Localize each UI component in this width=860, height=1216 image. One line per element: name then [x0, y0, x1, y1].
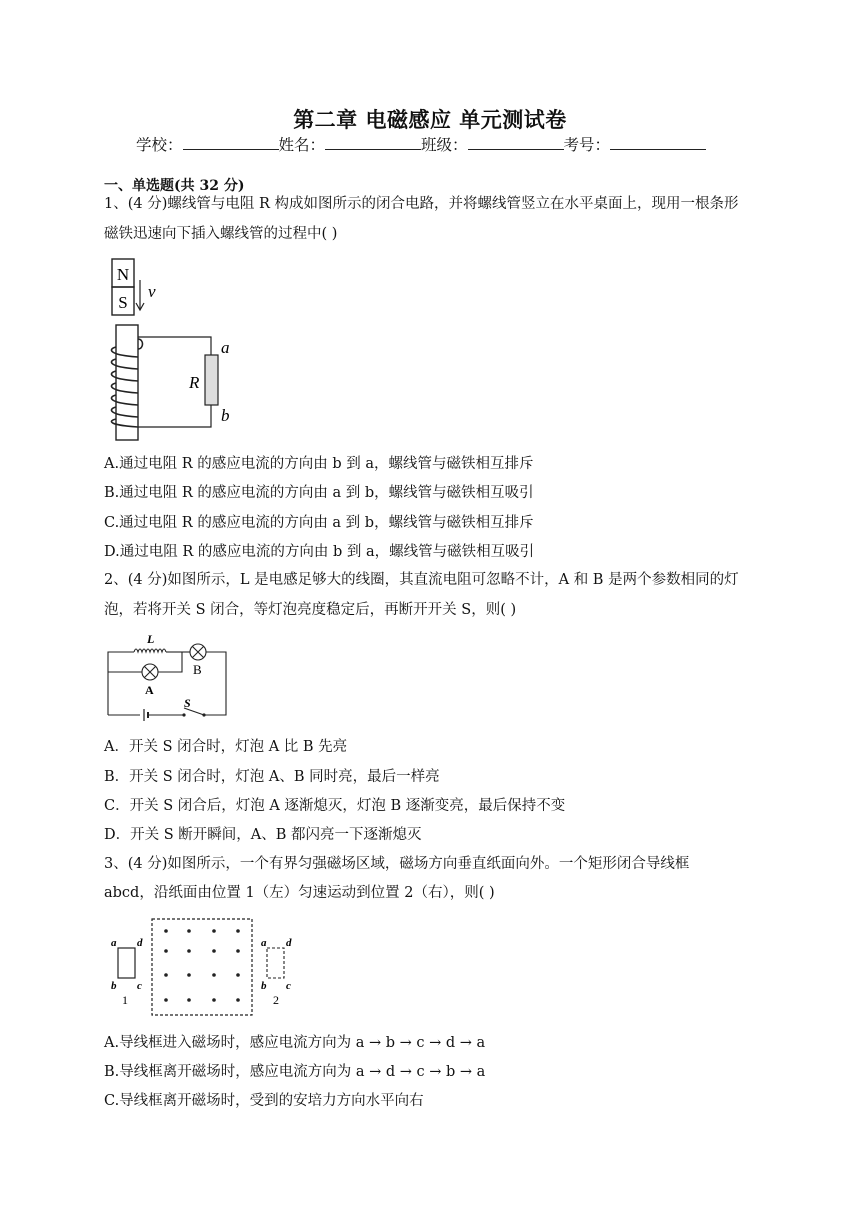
- corner-b-1: b: [111, 980, 117, 992]
- field-dot: [187, 973, 191, 977]
- corner-b-2: b: [261, 980, 267, 992]
- q1-option-a[interactable]: A.通过电阻 R 的感应电流的方向由 b 到 a，螺线管与磁铁相互排斥: [104, 456, 534, 472]
- q3-option-a[interactable]: A.导线框进入磁场时，感应电流方向为 a → b → c → d → a: [104, 1035, 486, 1051]
- position-1-label: 1: [122, 993, 128, 1007]
- q2-option-d[interactable]: D．开关 S 断开瞬间，A、B 都闪亮一下逐渐熄灭: [104, 827, 422, 843]
- name-blank[interactable]: [325, 135, 421, 150]
- class-label: 班级：: [421, 136, 468, 154]
- q2-option-c[interactable]: C．开关 S 闭合后，灯泡 A 逐渐熄灭，灯泡 B 逐渐变亮，最后保持不变: [104, 798, 566, 814]
- q3-option-c[interactable]: C.导线框离开磁场时，受到的安培力方向水平向右: [104, 1093, 424, 1109]
- q1-stem-line1: 1、(4 分)螺线管与电阻 R 构成如图所示的闭合电路，并将螺线管竖立在水平桌面上，现用一根条形: [104, 196, 739, 212]
- q1-solenoid-figure: [104, 255, 244, 445]
- corner-c-2: c: [286, 980, 291, 992]
- velocity-label: v: [148, 282, 156, 301]
- field-dot: [187, 998, 191, 1002]
- field-dot: [164, 929, 168, 933]
- section-heading: 一、单选题(共 32 分): [104, 178, 245, 194]
- field-dot: [212, 929, 216, 933]
- corner-d-1: d: [137, 937, 143, 949]
- q1-option-b[interactable]: B.通过电阻 R 的感应电流的方向由 a 到 b，螺线管与磁铁相互吸引: [104, 485, 534, 501]
- end-b-label: b: [221, 406, 230, 425]
- corner-a-1: a: [111, 937, 117, 949]
- magnet-s-label: S: [118, 293, 128, 312]
- wire-bottom: [138, 405, 211, 427]
- school-label: 学校：: [136, 136, 183, 154]
- q3-option-b[interactable]: B.导线框离开磁场时，感应电流方向为 a → d → c → b → a: [104, 1064, 486, 1080]
- field-dot: [236, 998, 240, 1002]
- solenoid-core: [116, 325, 138, 440]
- q1-option-d[interactable]: D.通过电阻 R 的感应电流的方向由 b 到 a，螺线管与磁铁相互吸引: [104, 544, 535, 560]
- q2-circuit-figure: [104, 630, 234, 722]
- corner-d-2: d: [286, 937, 292, 949]
- q3-magnetic-field-figure: [104, 915, 304, 1020]
- right-wire: [204, 652, 226, 715]
- end-a-label: a: [221, 338, 230, 357]
- field-dot: [164, 973, 168, 977]
- switch-label: S: [184, 696, 191, 710]
- exam-number-blank[interactable]: [610, 135, 706, 150]
- q2-stem-line1: 2、(4 分)如图所示，L 是电感足够大的线圈，其直流电阻可忽略不计，A 和 B 是两个参数相同的灯: [104, 572, 739, 588]
- q1-stem-line2: 磁铁迅速向下插入螺线管的过程中( ): [104, 226, 338, 242]
- magnet-n-label: N: [116, 265, 130, 284]
- position-2-label: 2: [273, 993, 279, 1007]
- q1-option-c[interactable]: C.通过电阻 R 的感应电流的方向由 a 到 b，螺线管与磁铁相互排斥: [104, 515, 534, 531]
- frame-position-2: [267, 948, 284, 978]
- name-label: 姓名：: [278, 136, 326, 154]
- resistor-label: R: [189, 373, 200, 392]
- field-dot: [212, 949, 216, 953]
- wire-top: [138, 337, 211, 355]
- class-blank[interactable]: [468, 135, 564, 150]
- lamp-a-label: A: [145, 683, 154, 697]
- field-dot: [187, 929, 191, 933]
- left-wire: [108, 652, 134, 715]
- page-title: 第二章 电磁感应 单元测试卷: [293, 108, 567, 132]
- field-dots: [164, 929, 240, 1002]
- inductor-coil: [134, 649, 166, 652]
- q2-option-b[interactable]: B．开关 S 闭合时，灯泡 A、B 同时亮，最后一样亮: [104, 769, 440, 785]
- student-info-line: [136, 133, 706, 155]
- q2-stem-line2: 泡，若将开关 S 闭合，等灯泡亮度稳定后，再断开开关 S，则( ): [104, 602, 517, 618]
- q3-stem-line1: 3、(4 分)如图所示，一个有界匀强磁场区域，磁场方向垂直纸面向外。一个矩形闭合导线框: [104, 856, 690, 872]
- field-dot: [212, 973, 216, 977]
- q3-stem-line2: abcd，沿纸面由位置 1（左）匀速运动到位置 2（右），则( ): [104, 885, 495, 901]
- field-dot: [236, 949, 240, 953]
- q2-option-a[interactable]: A．开关 S 闭合时，灯泡 A 比 B 先亮: [104, 739, 348, 755]
- resistor: [205, 355, 218, 405]
- school-blank[interactable]: [183, 135, 279, 150]
- field-dot: [164, 949, 168, 953]
- corner-c-1: c: [137, 980, 142, 992]
- field-dot: [236, 929, 240, 933]
- field-dot: [187, 949, 191, 953]
- exam-number-label: 考号：: [563, 136, 611, 154]
- field-dot: [164, 998, 168, 1002]
- corner-a-2: a: [261, 937, 267, 949]
- frame-position-1: [118, 948, 135, 978]
- field-dot: [212, 998, 216, 1002]
- field-dot: [236, 973, 240, 977]
- inductor-label: L: [147, 632, 155, 646]
- lamp-b-label: B: [193, 662, 202, 677]
